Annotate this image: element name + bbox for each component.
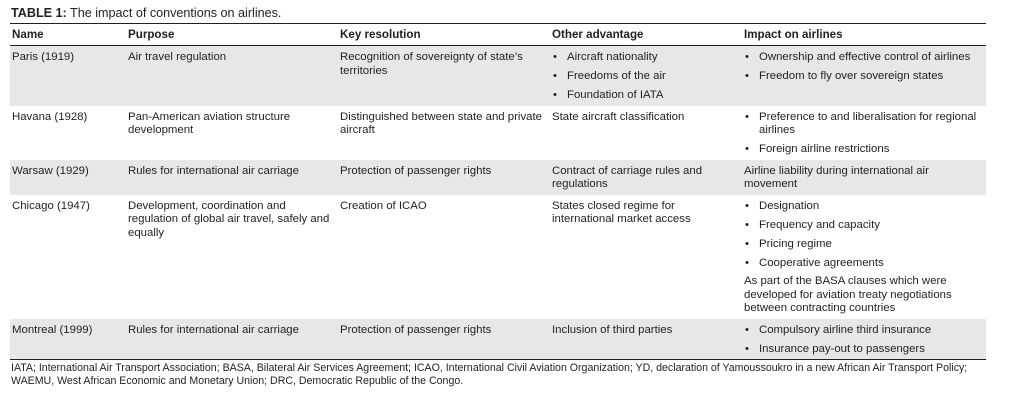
header-key-resolution: Key resolution — [338, 24, 550, 46]
table-row — [10, 46, 986, 106]
list-item: • Freedoms of the air — [552, 70, 740, 84]
list-item: • Preference to and liberalisation for regional airlines — [744, 111, 984, 138]
list-item: • Compulsory airline third insurance — [744, 324, 984, 338]
cell-resolution: Recognition of sovereignty of state’s territories — [338, 46, 550, 106]
impact-list — [744, 111, 984, 157]
impact-list — [744, 200, 984, 271]
list-item: • Foundation of IATA — [552, 89, 740, 103]
list-item: • Frequency and capacity — [744, 219, 984, 233]
cell-resolution: Protection of passenger rights — [338, 319, 550, 360]
cell-name: Chicago (1947) — [12, 199, 90, 212]
table-title: The impact of conventions on airlines. — [66, 6, 282, 20]
cell-resolution: Protection of passenger rights — [338, 160, 550, 195]
cell-purpose: Air travel regulation — [126, 46, 338, 106]
list-item: • Insurance pay-out to passengers — [744, 343, 984, 357]
header-row — [10, 24, 986, 46]
list-item: • Freedom to fly over sovereign states — [744, 70, 984, 84]
advantage-list — [552, 51, 740, 103]
cell-purpose: Pan-American aviation structure development — [128, 110, 291, 136]
cell-purpose: Rules for international air carriage — [126, 160, 338, 195]
cell-impact — [742, 46, 986, 106]
cell-advantage: State aircraft classification — [552, 110, 685, 123]
list-item: • Cooperative agreements — [744, 257, 984, 271]
table-label: TABLE 1: — [11, 6, 67, 20]
list-item: • Foreign airline restrictions — [744, 143, 984, 157]
cell-name: Montreal (1999) — [10, 319, 126, 360]
cell-resolution: Creation of ICAO — [340, 199, 427, 212]
table-footnote: IATA; International Air Transport Association; BASA, Bilateral Air Services Agreement; ICAO, International Civil Aviation Organization; YD, declaration of Yamoussoukro in a new African Air Transport Policy; WAEMU, West African Economic and Monetary Union; DRC, Democratic Republic of the Congo. — [11, 362, 968, 387]
table-row — [10, 160, 986, 195]
impact-list — [744, 324, 984, 357]
header-impact: Impact on airlines — [742, 24, 986, 46]
list-item: • Pricing regime — [744, 238, 984, 252]
cell-impact — [742, 195, 986, 319]
conventions-table — [10, 23, 986, 360]
header-other-advantage: Other advantage — [550, 24, 742, 46]
cell-impact — [742, 106, 986, 160]
table-row — [10, 106, 986, 160]
cell-impact: Airline liability during international air movement — [742, 160, 986, 195]
cell-name: Havana (1928) — [12, 110, 88, 123]
cell-advantage: Inclusion of third parties — [550, 319, 742, 360]
cell-impact — [742, 319, 986, 360]
table-caption — [11, 6, 281, 21]
impact-list — [744, 51, 984, 84]
table-row — [10, 319, 986, 360]
cell-name: Warsaw (1929) — [10, 160, 126, 195]
cell-purpose: Development, coordination and regulation of global air travel, safely and equally — [128, 199, 330, 239]
cell-name: Paris (1919) — [10, 46, 126, 106]
list-item: • Designation — [744, 200, 984, 214]
cell-resolution: Distinguished between state and private aircraft — [340, 110, 542, 136]
cell-purpose: Rules for international air carriage — [126, 319, 338, 360]
list-item: • Ownership and effective control of airlines — [744, 51, 984, 65]
cell-advantage: States closed regime for international market access — [552, 199, 691, 225]
cell-advantage — [550, 46, 742, 106]
impact-note: As part of the BASA clauses which were developed for aviation treaty negotiations between contracting countries — [744, 275, 952, 314]
table-row — [10, 195, 986, 319]
header-purpose: Purpose — [126, 24, 338, 46]
header-name: Name — [10, 24, 126, 46]
list-item: • Aircraft nationality — [552, 51, 740, 65]
cell-advantage: Contract of carriage rules and regulations — [550, 160, 742, 195]
